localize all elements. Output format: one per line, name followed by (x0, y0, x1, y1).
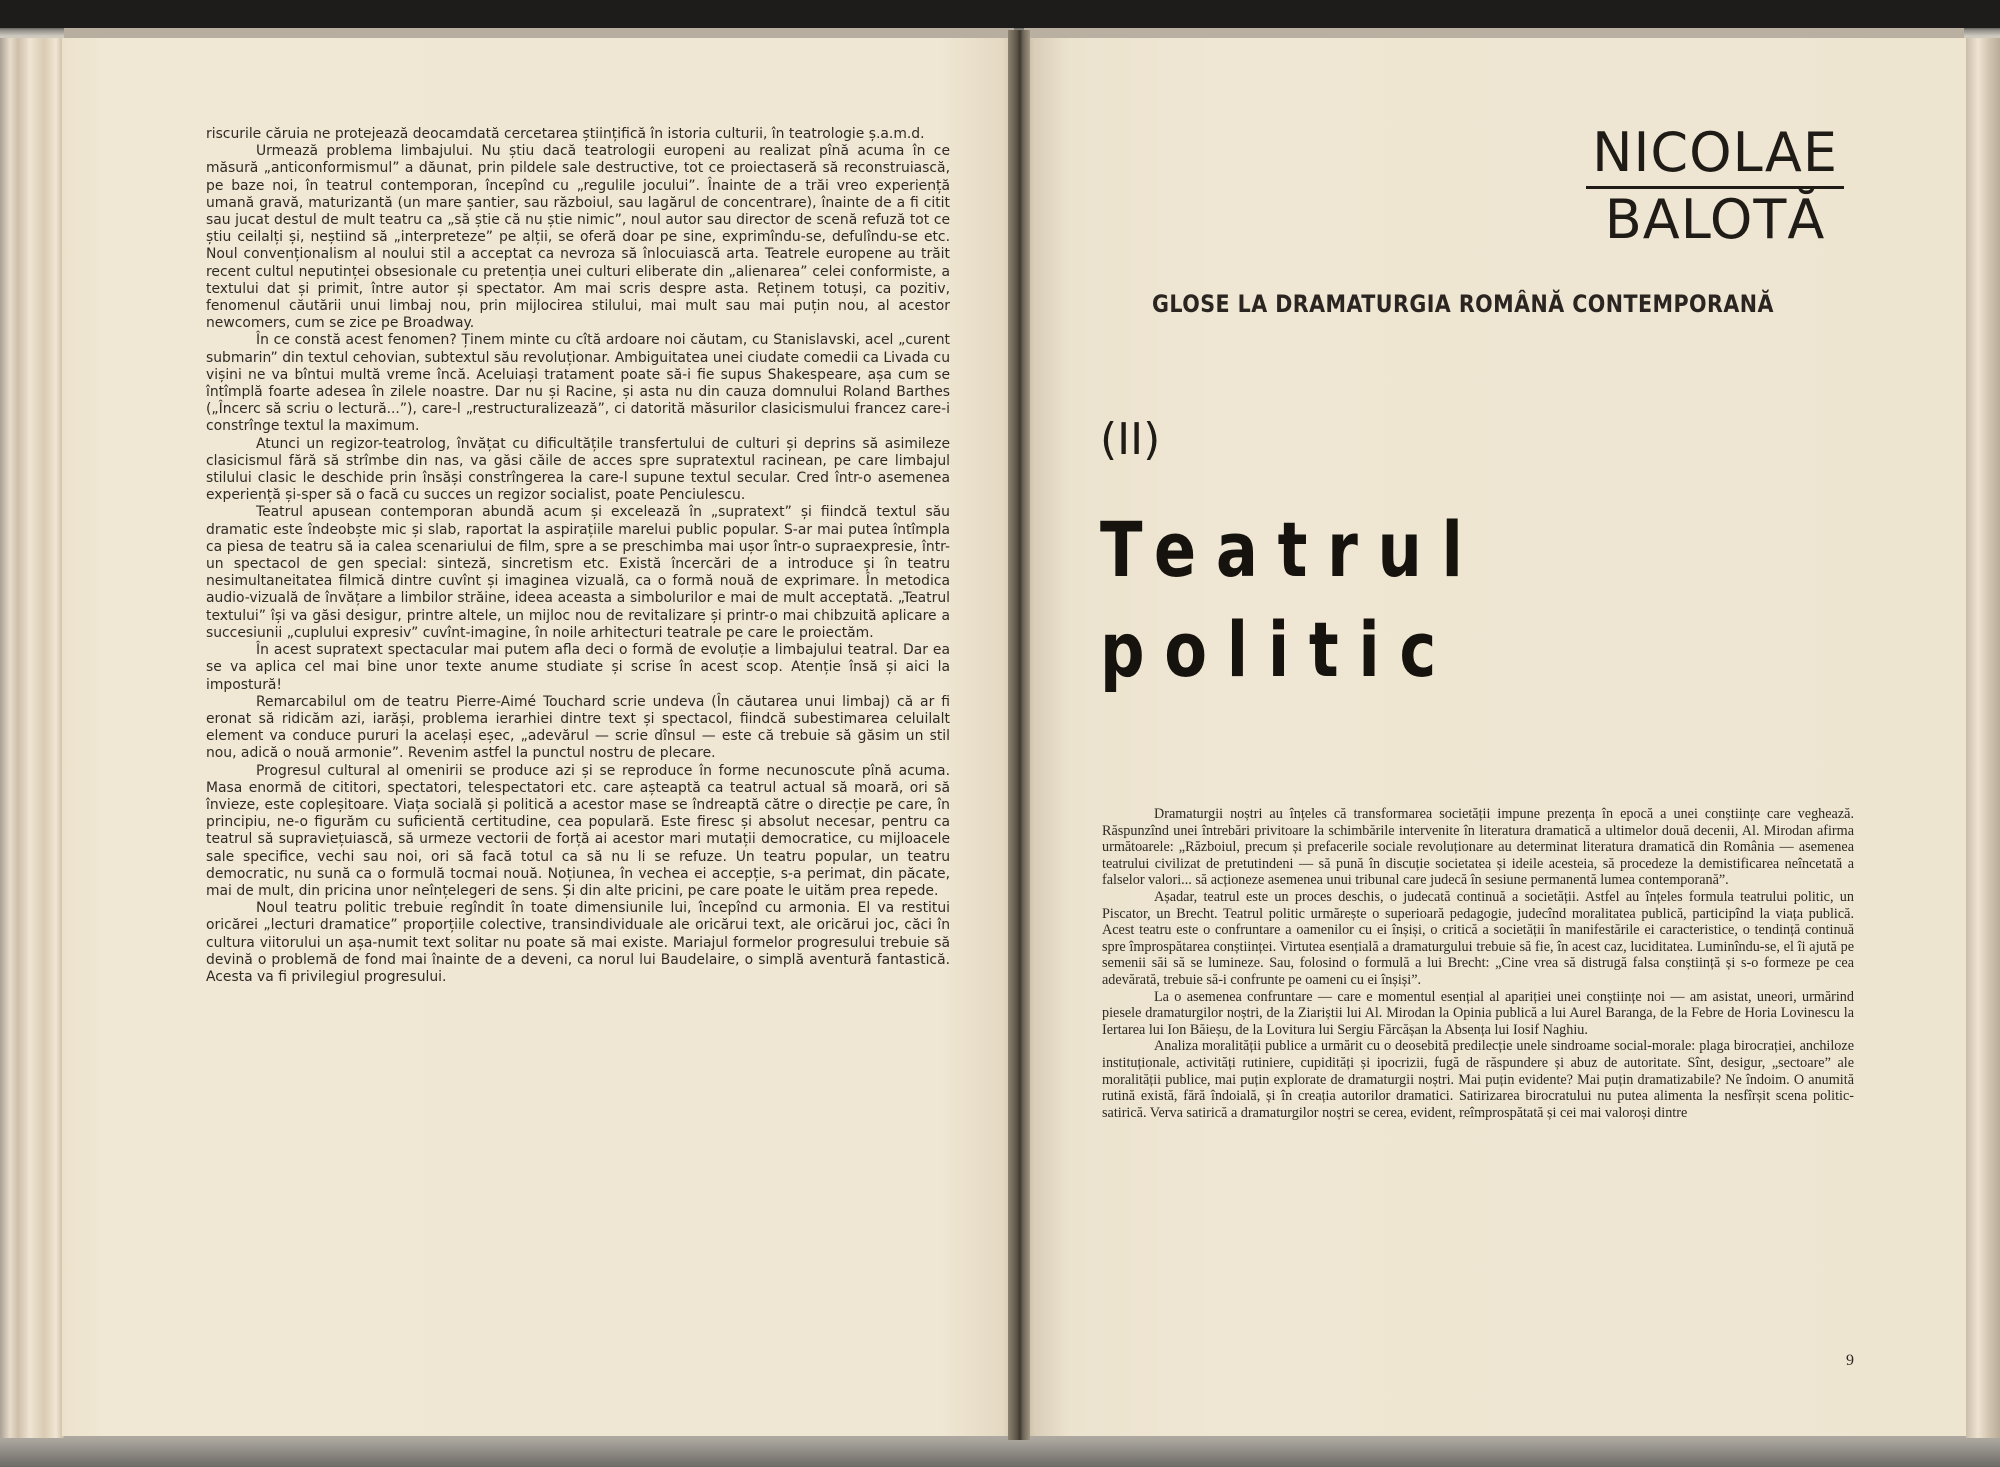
left-text-column (206, 126, 950, 986)
part-number: (II) (1100, 414, 1161, 465)
page-top-edge-left (64, 28, 1014, 38)
series-title: GLOSE LA DRAMATURGIA ROMÂNĂ CONTEMPORANĂ (1152, 290, 1774, 318)
author-name (1586, 122, 1844, 251)
article-title-line: politic (1100, 605, 1457, 694)
right-paragraph: Analiza moralității publice a urmărit cu o deosebită predilecție unele sindroame social-morale: plaga birocrației, anchiloze instituționale, activități rutiniere, cupidități și ipocrizii, fugă de răspundere și abuz de autoritate. Sînt, desigur, „sectoare” ale moralității publice, mai puțin explorate de dramaturgii noștri. Mai puțin evidente? Mai puțin dramatizabile? Ne îndoim. O anumită rutină există, fără îndoială, și în creația autorilor dramatici. Satirizarea birocratului nu putea alimenta la nesfîrșit scena politic-satirică. Verva satirică a dramaturgilor noștri se cerea, evident, reîmprospătată și cei mai valoroși dintre (1102, 1038, 1854, 1121)
right-paragraph: Așadar, teatrul este un proces deschis, o judecată continuă a societății. Astfel au înțeles formula teatrului politic, un Piscator, un Brecht. Teatrul politic urmărește o superioară pedagogie, judecînd moralitatea publică, participînd la viața publică. Acest teatru este o confruntare a oamenilor cu ei înșiși, o critică a societății în manifestările ei caracteristice, o tendință continuă spre împrospătarea conștiinței. Virtutea esențială a dramaturgului trebuie să fie, în acest caz, luciditatea. Luminîndu-se, el îi ajută pe semenii săi să se lumineze. Sau, folosind o formulă a lui Brecht: „Cine vrea să distrugă falsa conștiință și s-o formeze pe cea adevărată, trebuie să-i confrunte pe oameni cu ei înșiși”. (1102, 888, 1854, 988)
page-top-edge-right (1024, 28, 1964, 38)
right-text-column (1102, 806, 1854, 1121)
author-first-name: NICOLAE (1586, 122, 1844, 189)
left-paragraph: Progresul cultural al omenirii se produce azi și se reproduce în forme necunoscute pînă acuma. Masa enormă de cititori, spectatori, telespectatori etc. care așteaptă ca teatrul actual să moară, ori să învieze, este copleșitoare. Viața socială și politică a acestor mase se îndreaptă către o direcție pe care, în principiu, ne-o figurăm cu suficientă certitudine, cea populară. Este firesc și absolut necesar, pentru ca teatrul să supraviețuiască, să urmeze vectorii de forță ai acestor mari mutații democratice, cu mijloacele sale specifice, vechi sau noi, ori să facă totul ca să nu li se refuze. Un teatru popular, un teatru democratic, nu sună ca o formulă tocmai nouă. Noțiunea, în vechea ei accepție, s-a perimat, din păcate, mai de mult, din pricina unor neînțelegeri de sens. Și din alte pricini, pe care poate le uităm prea repede. (206, 762, 950, 899)
page-number: 9 (1846, 1352, 1854, 1369)
left-paragraph: Teatrul apusean contemporan abundă acum și excelează în „supratext” și fiindcă textul său dramatic este îndeobște mic și slab, raportat la aspirațiile marelui public popular. S-ar mai putea întîmpla ca piesa de teatru să ia calea scenariului de film, spre a se preschimba mai ușor într-o supraexpresie, într-un spectacol de gen special: sinteză, sincretism etc. Există încercări de a introduce și în teatru nesimultaneitatea filmică dintre cuvînt și imaginea vizuală, ca o formă nouă de exprimare. În metodica audio-vizuală de învățare a limbilor străine, ideea aceasta a simbolurilor e mai de mult acceptată. „Teatrul textului” își va găsi desigur, printre altele, un mijloc nou de revitalizare și printr-o mai chibzuită aplicare a succesiunii „cuplului expresiv” cuvînt-imagine, în noile arhitecturi teatrale pe care le proiectăm. (206, 504, 950, 641)
article-title (1100, 500, 1483, 700)
left-paragraph: În ce constă acest fenomen? Ținem minte cu cîtă ardoare noi căutam, cu Stanislavski, acel „curent submarin” din textul cehovian, subtextul său revoluționar. Ambiguitatea unei ciudate comedii ca Livada cu vișini ne va bîntui multă vreme încă. Aceluiași tratament poate să-i fie supus Shakespeare, așa cum se întîmplă foarte adesea în zilele noastre. Dar nu și Racine, și asta nu din cauza domnului Roland Barthes („Încerc să scriu o lectură...”), care-l „restructuralizează”, ci datorită măsurilor clasicismului francez care-i constrînge textul la maximum. (206, 332, 950, 435)
author-last-name: BALOTĂ (1604, 188, 1826, 251)
page-stack-right (1966, 38, 2000, 1438)
left-paragraph: Atunci un regizor-teatrolog, învățat cu dificultățile transfertului de culturi și deprins să asimileze clasicismul fără să strîmbe din nas, va găsi căile de acces spre supratextul racinean, pe care limbajul stilului clasic le deschide prin însăși constrîngerea la care-l supune textul secular. Cred într-o asemenea experiență și-sper să o facă cu succes un regizor socialist, poate Penciulescu. (206, 435, 950, 504)
book-gutter (1008, 30, 1030, 1440)
left-paragraph: Urmează problema limbajului. Nu știu dacă teatrologii europeni au realizat pînă acuma în ce măsură „anticonformismul” a dăunat, prin pildele sale destructive, tot ce proiectaseră să reconstruiască, pe baze noi, în teatrul contemporan, începînd cu „regulile jocului”. Înainte de a trăi vreo experiență umană gravă, maturizantă (un mare șantier, sau războiul, sau lagărul de concentrare), înainte de a fi citit sau jucat destul de mult teatru ca „să știe că nu știe nimic”, noul autor sau director de scenă refuză tot ce știu ceilalți și, neștiind să „interpreteze” pe alții, se oferă doar pe sine, exprimîndu-se, defulîndu-se etc. Noul convenționalism al noului stil a acceptat ca nevroza să înlocuiască arta. Teatrele europene au trăit recent cultul neputinței obsesionale cu pretenția unei culturi eliberate din „alienarea” celei conformiste, a textului dat și primit, între autor și spectator. Am mai scris despre asta. Reținem totuși, ca pozitiv, fenomenul căutării unui limbaj nou, prin mijlocirea stilului, mai mult sau mai puțin nou, al acestor newcomers, cum se zice pe Broadway. (206, 143, 950, 332)
left-paragraph: În acest supratext spectacular mai putem afla deci o formă de evoluție a limbajului teatral. Dar ea se va aplica cel mai bine unor texte anume studiate și scrise în acest scop. Atenție însă și aici la impostură! (206, 642, 950, 693)
left-paragraph: Remarcabilul om de teatru Pierre-Aimé Touchard scrie undeva (În căutarea unui limbaj) că ar fi eronat să ridicăm azi, iarăși, problema ierarhiei dintre text și spectacol, fiindcă subestimarea celuilalt element va conduce pururi la același eșec, „adevărul — scrie dînsul — este că trebuie să găsim un stil nou, adică o nouă armonie”. Revenim astfel la punctul nostru de plecare. (206, 693, 950, 762)
right-paragraph: La o asemenea confruntare — care e momentul esențial al apariției unei conștiințe noi — am asistat, uneori, urmărind piesele dramaturgilor noștri, de la Ziariștii lui Al. Mirodan la Opinia publică a lui Aurel Baranga, de la Febre de Horia Lovinescu la Iertarea lui Ion Băieșu, de la Lovitura lui Sergiu Fărcășan la Absența lui Iosif Naghiu. (1102, 988, 1854, 1038)
article-title-line: Teatrul (1100, 505, 1483, 594)
page-stack-left (0, 38, 64, 1438)
right-paragraph: Dramaturgii noștri au înțeles că transformarea societății impune prezența în epocă a unei conștiințe care veghează. Răspunzînd unei întrebări privitoare la schimbările intervenite în literatura dramatică a ultimelor două decenii, Al. Mirodan afirma următoarele: „Războiul, precum și prefacerile sociale revoluționare au determinat literatura dramatică din România — asemenea teatrului civilizat de pretutindeni — să pună în discuție societatea și ideile acesteia, să procedeze la demistificarea neîncetată a falselor valori... să acționeze asemenea unui tribunal care judecă în sesiune permanentă lumea contemporană”. (1102, 806, 1854, 889)
left-paragraph: riscurile căruia ne protejează deocamdată cercetarea științifică în istoria culturii, în teatrologie ș.a.m.d. (206, 126, 925, 142)
background-top (0, 0, 2000, 28)
left-paragraph: Noul teatru politic trebuie regîndit în toate dimensiunile lui, începînd cu armonia. El va restitui oricărei „lecturi dramatice” proporțiile colective, transindividuale ale oricărui text, ale oricărui joc, căci în cultura viitorului un așa-numit text solitar nu poate să mai existe. Mariajul formelor progresului trebuie să devină o problemă de fond mai înainte de a deveni, ca norul lui Baudelaire, o simplă aventură fantastică. Acesta va fi privilegiul progresului. (206, 900, 950, 985)
